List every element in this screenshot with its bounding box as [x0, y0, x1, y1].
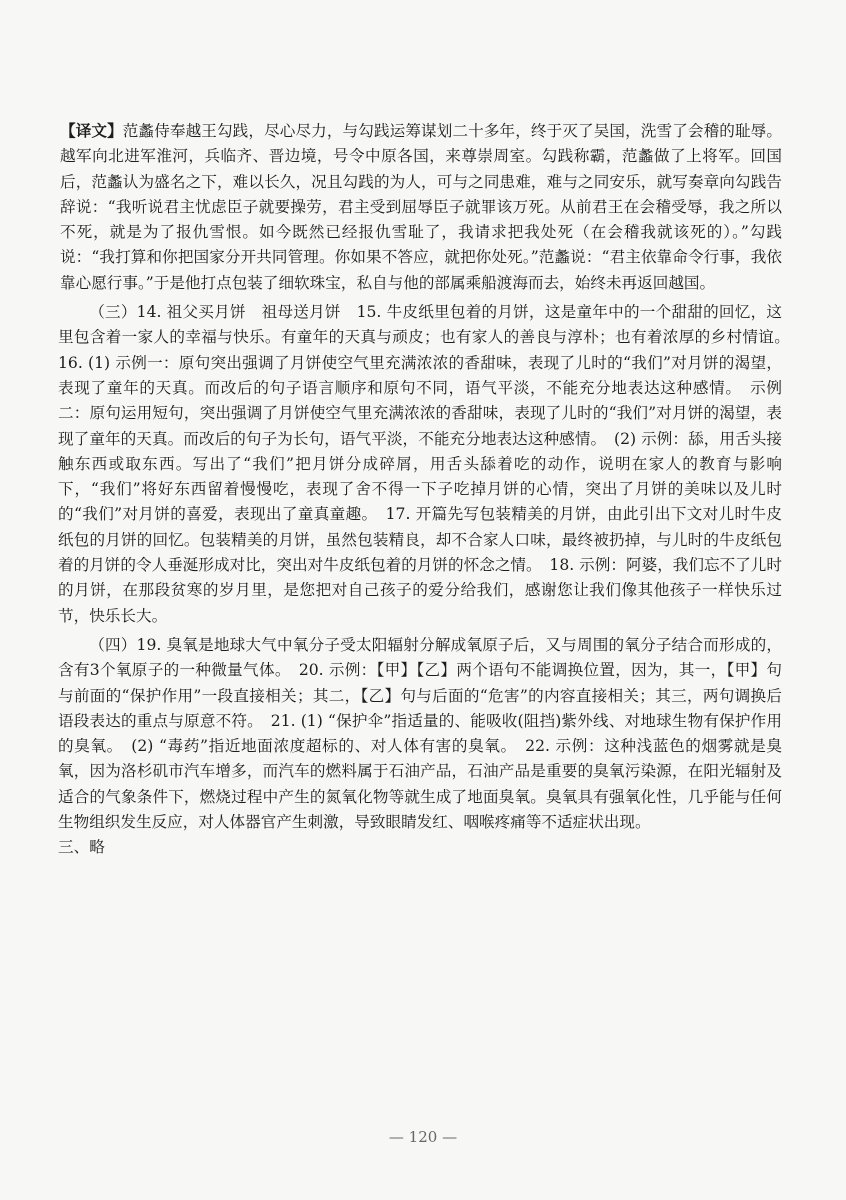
section-end: 三、略	[58, 838, 105, 857]
answer-section-3: （三）14. 祖父买月饼 祖母送月饼 15. 牛皮纸里包着的月饼，这是童年中的一个甜甜的回忆，这里包含着一家人的幸福与快乐。有童年的天真与顽皮；也有家人的善良与淳朴；也有着浓厚的乡村情谊。 16. (1) 示例一：原句突出强调了月饼使空气里充满浓浓的香甜味，表现了儿时的“我们”对月饼的渴望，表现了童年的天真。而改后的句子语言顺序和原句不同，语气平淡，不能充分地表达这种感情。 示例二：原句运用短句，突出强调了月饼使空气里充满浓浓的香甜味，表现了儿时的“我们”对月饼的渴望，表现了童年的天真。而改后的句子为长句，语气平淡，不能充分地表达这种感情。 (2) 示例：舔，用舌头接触东西或取东西。写出了“我们”把月饼分成碎屑，用舌头舔着吃的动作，说明在家人的教育与影响下，“我们”将好东西留着慢慢吃，表现了舍不得一下子吃掉月饼的心情，突出了月饼的美味以及儿时的“我们”对月饼的喜爱，表现出了童真童趣。 17. 开篇先写包装精美的月饼，由此引出下文对儿时牛皮纸包的月饼的回忆。包装精美的月饼，虽然包装精良，却不合家人口味，最终被扔掉，与儿时的牛皮纸包着的月饼的令人垂涎形成对比，突出对牛皮纸包着的月饼的怀念之情。 18. 示例：阿婆，我们忘不了儿时的月饼，在那段贫寒的岁月里，是您把对自己孩子的爱分给我们，感谢您让我们像其他孩子一样快乐过节，快乐长大。	[58, 303, 798, 625]
document-body	[58, 118, 798, 860]
answer-section-4: （四）19. 臭氧是地球大气中氧分子受太阳辐射分解成氧原子后，又与周围的氧分子结合而形成的，含有3个氧原子的一种微量气体。 20. 示例：【甲】【乙】两个语句不能调换位置，因为，其一，【甲】句与前面的“保护作用”一段直接相关；其二，【乙】句与后面的“危害”的内容直接相关；其三，两句调换后语段表达的重点与原意不符。 21. (1) “保护伞”指适量的、能吸收(阻挡)紫外线、对地球生物有保护作用的臭氧。 (2) “毒药”指近地面浓度超标的、对人体有害的臭氧。 22. 示例：这种浅蓝色的烟雾就是臭氧，因为洛杉矶市汽车增多，而汽车的燃料属于石油产品，石油产品是重要的臭氧污染源，在阳光辐射及适合的气象条件下，燃烧过程中产生的氮氧化物等就生成了地面臭氧。臭氧具有强氧化性，几乎能与任何生物组织发生反应，对人体器官产生刺激，导致眼睛发红、咽喉疼痛等不适症状出现。	[58, 635, 782, 832]
translation-text: 范蠡侍奉越王勾践，尽心尽力，与勾践运筹谋划二十多年，终于灭了吴国，洗雪了会稽的耻辱。越军向北进军淮河，兵临齐、晋边境，号令中原各国，来尊崇周室。勾践称霸，范蠡做了上将军。回国后，范蠡认为盛名之下，难以长久，况且勾践的为人，可与之同患难，难与之同安乐，就写奏章向勾践告辞说：“我听说君主忧虑臣子就要操劳，君主受到屈辱臣子就罪该万死。从前君王在会稽受辱，我之所以不死，就是为了报仇雪恨。如今既然已经报仇雪耻了，我请求把我处死（在会稽我就该死的）。”勾践说：“我打算和你把国家分开共同管理。你如果不答应，就把你处死。”范蠡说：“君主依靠命令行事，我依靠心愿行事。”于是他打点包装了细软珠宝，私自与他的部属乘船渡海而去，始终未再返回越国。	[60, 122, 782, 292]
page-number: — 120 —	[388, 1128, 458, 1146]
translation-paragraph	[58, 118, 782, 296]
translation-label: 【译文】	[60, 121, 123, 140]
